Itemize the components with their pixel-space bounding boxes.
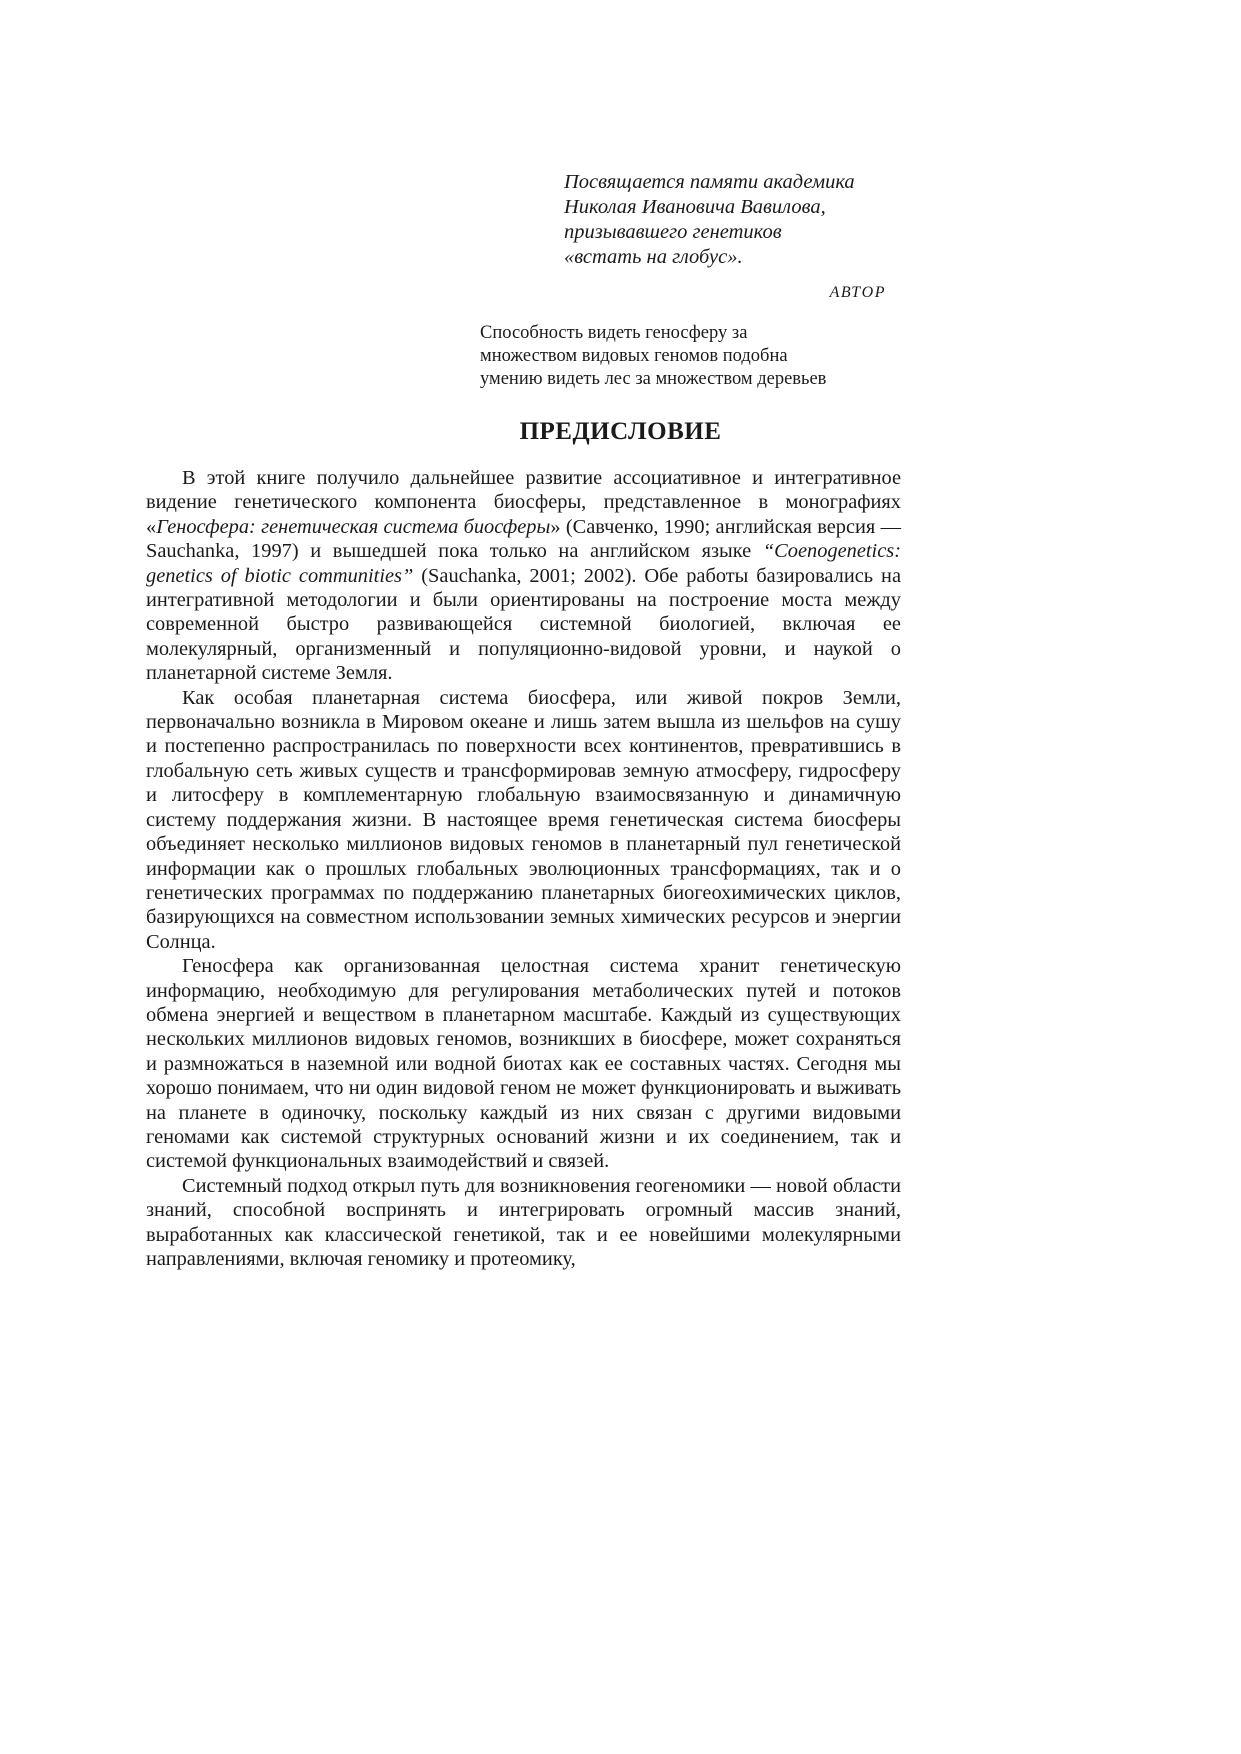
dedication-line: Николая Ивановича Вавилова, (564, 196, 826, 218)
dedication-line: «встать на глобус». (564, 246, 743, 268)
epigraph-line: Способность видеть геносферу за (480, 323, 748, 343)
book-title-italic: Геносфера: генетическая система биосферы (156, 515, 551, 538)
epigraph (480, 322, 900, 391)
dedication-line: Посвящается памяти академика (564, 171, 855, 193)
paragraph (146, 466, 901, 686)
dedication (564, 170, 904, 270)
paragraph: Системный подход открыл путь для возникновения геогеномики — новой области знаний, способной воспринять и интегрировать огромный массив знаний, выработанных как классической генетикой, так и ее новейшими молекулярными направлениями, включая геномику и протеомику, (146, 1174, 901, 1270)
paragraph-text: » (Савченко, 1990; английская версия — Sauchanka, 1997) и вышедшей пока только на английском языке (146, 515, 902, 563)
paragraph: Геносфера как организованная целостная система хранит генетическую информацию, необходимую для регулирования метаболических путей и потоков обмена энергией и веществом в планетарном масштабе. Каждый из существующих нескольких миллионов видовых геномов, возникших в биосфере, может сохраняться и размножаться в наземной или водной биотах как ее составных частях. Сегодня мы хорошо понимаем, что ни один видовой геном не может функционировать и выживать на планете в одиночку, поскольку каждый из них связан с другими видовыми геномами как системой структурных оснований жизни и их соединением, так и системой функциональных взаимодействий и связей. (146, 955, 901, 1173)
page-title: ПРЕДИСЛОВИЕ (519, 418, 722, 445)
paragraph-text: (Sauchanka, 2001; 2002). Обе работы базировались на интегративной методологии и были ориентированы на построение моста между современной быстро развивающейся системной биологией, включая ее молекулярный, организменный и популяционно-видовой уровни, и наукой о планетарной системе Земля. (146, 564, 901, 685)
paragraph: Как особая планетарная система биосфера, или живой покров Земли, первоначально возникла в Мировом океане и лишь затем вышла из шельфов на сушу и постепенно распространилась по поверхности всех континентов, превратившись в глобальную сеть живых существ и трансформировав земную атмосферу, гидросферу и литосферу в комплементарную глобальную взаимосвязанную и динамичную систему поддержания жизни. В настоящее время генетическая система биосферы объединяет несколько миллионов видовых геномов в планетарный пул генетической информации как о прошлых глобальных эволюционных трансформациях, так и о генетических программах по поддержанию планетарных биогеохимических циклов, базирующихся на совместном использовании земных химических ресурсов и энергии Солнца. (146, 686, 901, 953)
paragraph-text: В этой книге получило дальнейшее развитие ассоциативное и интегративное видение генетического компонента биосферы, представленное в монографиях « (146, 467, 901, 538)
epigraph-line: множеством видовых геномов подобна (480, 346, 788, 366)
book-title-italic: “Coenogenetics: genetics of biotic communities” (146, 540, 901, 587)
epigraph-line: умению видеть лес за множеством деревьев (480, 369, 827, 389)
dedication-author: АВТОР (829, 284, 886, 301)
body-text (146, 466, 901, 1271)
dedication-line: призывавшего генетиков (564, 221, 782, 243)
